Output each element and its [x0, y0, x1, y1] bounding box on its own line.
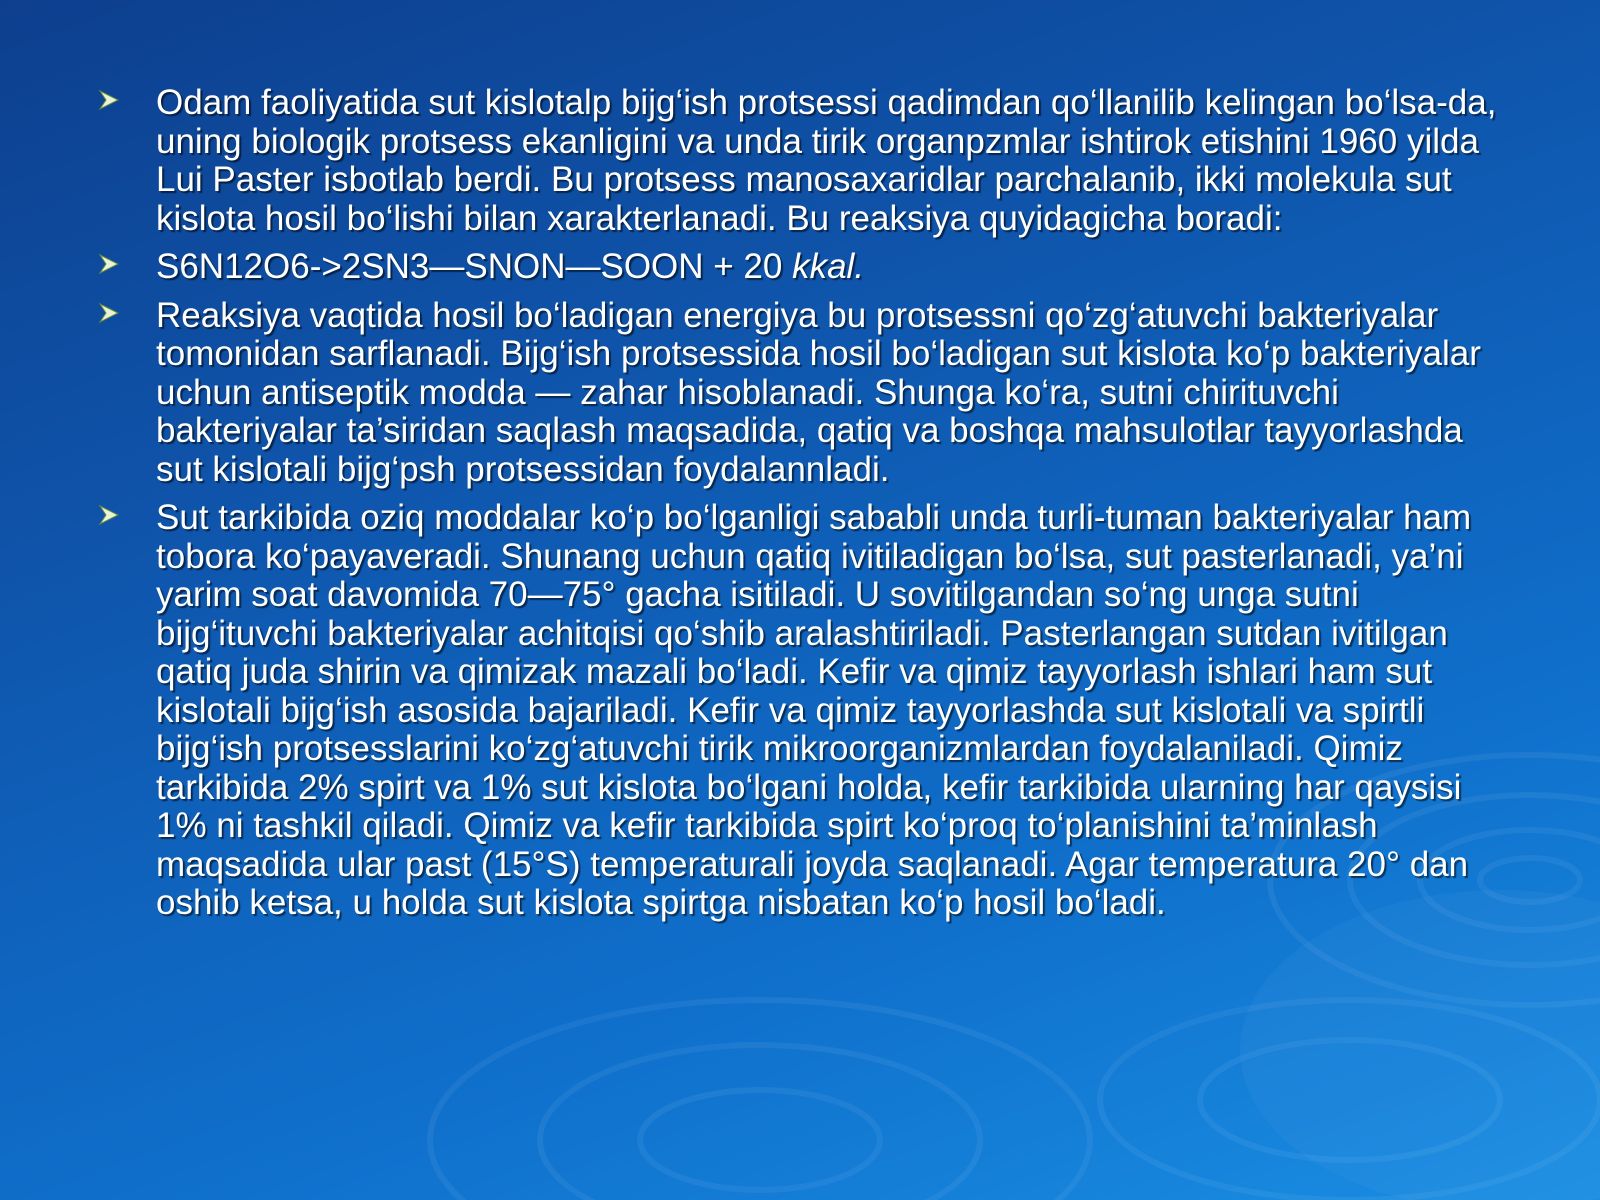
- bullet-text: Sut tarkibida oziq moddalar ko‘p bo‘lganligi sababli unda turli-tuman bakteriyalar ham tobora ko‘payaveradi. Shunang uchun qatiq ivitiladigan bo‘lsa, sut pasterlanadi, ya’ni yarim soat davomida 70—75° gacha isitiladi. U sovitilgandan so‘ng unga sutni bijg‘ituvchi bakteriyalar achitqisi qo‘shib aralashtiriladi. Pasterlangan sutdan ivitilgan qatiq juda shirin va qimizak mazali bo‘ladi. Kefir va qimiz tayyorlash ishlari ham sut kislotali bijg‘ish asosida bajariladi. Kefir va qimiz tayyorlashda sut kislotali va spirtli bijg‘ish protsesslarini ko‘zg‘atuvchi tirik mikroorganizmlardan foydalaniladi. Qimiz tarkibida 2% spirt va 1% sut kislota bo‘lgani holda, kefir tarkibida ularning har qaysisi 1% ni tashkil qiladi. Qimiz va kefir tarkibida spirt ko‘proq to‘planishini ta’minlash maqsadida ular past (15°S) temperaturali joyda saqlanadi. Agar temperatura 20° dan oshib ketsa, u holda sut kislota spirtga nisbatan ko‘p hosil bo‘ladi.: [156, 498, 1472, 922]
- slide-body: [96, 84, 1516, 933]
- bullet-item: [96, 297, 1516, 490]
- arrowhead-bullet-icon: [98, 302, 120, 324]
- bullet-text: Reaksiya vaqtida hosil bo‘ladigan energiya bu protsessni qo‘zg‘atuvchi bakteriyalar tomonidan sarflanadi. Bijg‘ish protsessida hosil bo‘ladigan sut kislota ko‘p bakteriyalar uchun antiseptik modda — zahar hisoblanadi. Shunga ko‘ra, sutni chirituvchi bakteriyalar ta’siridan saqlash maqsadida, qatiq va boshqa mahsulotlar tayyorlashda sut kislotali bijg‘psh protsessidan foydalannladi.: [156, 295, 1481, 489]
- energy-unit: kkal.: [792, 247, 865, 286]
- arrowhead-bullet-icon: [98, 253, 120, 275]
- bullet-item: [96, 84, 1516, 238]
- bullet-item: [96, 499, 1516, 923]
- arrowhead-bullet-icon: [98, 89, 120, 111]
- reaction-formula: S6N12O6->2SN3—SNON—SOON + 20: [156, 247, 793, 286]
- bullet-list: [96, 84, 1516, 923]
- bullet-text: Odam faoliyatida sut kislotalp bijg‘ish protsessi qadimdan qo‘llanilib kelingan bo‘lsa-da, uning biologik protsess ekanligini va unda tirik organpzmlar ishtirok etishini 1960 yilda Lui Paster isbotlab berdi. Bu protsess manosaxaridlar parchalanib, ikki molekula sut kislota hosil bo‘lishi bilan xarakterlanadi. Bu reaksiya quyidagicha boradi:: [156, 83, 1497, 238]
- bullet-item: [96, 248, 1516, 287]
- arrowhead-bullet-icon: [98, 504, 120, 526]
